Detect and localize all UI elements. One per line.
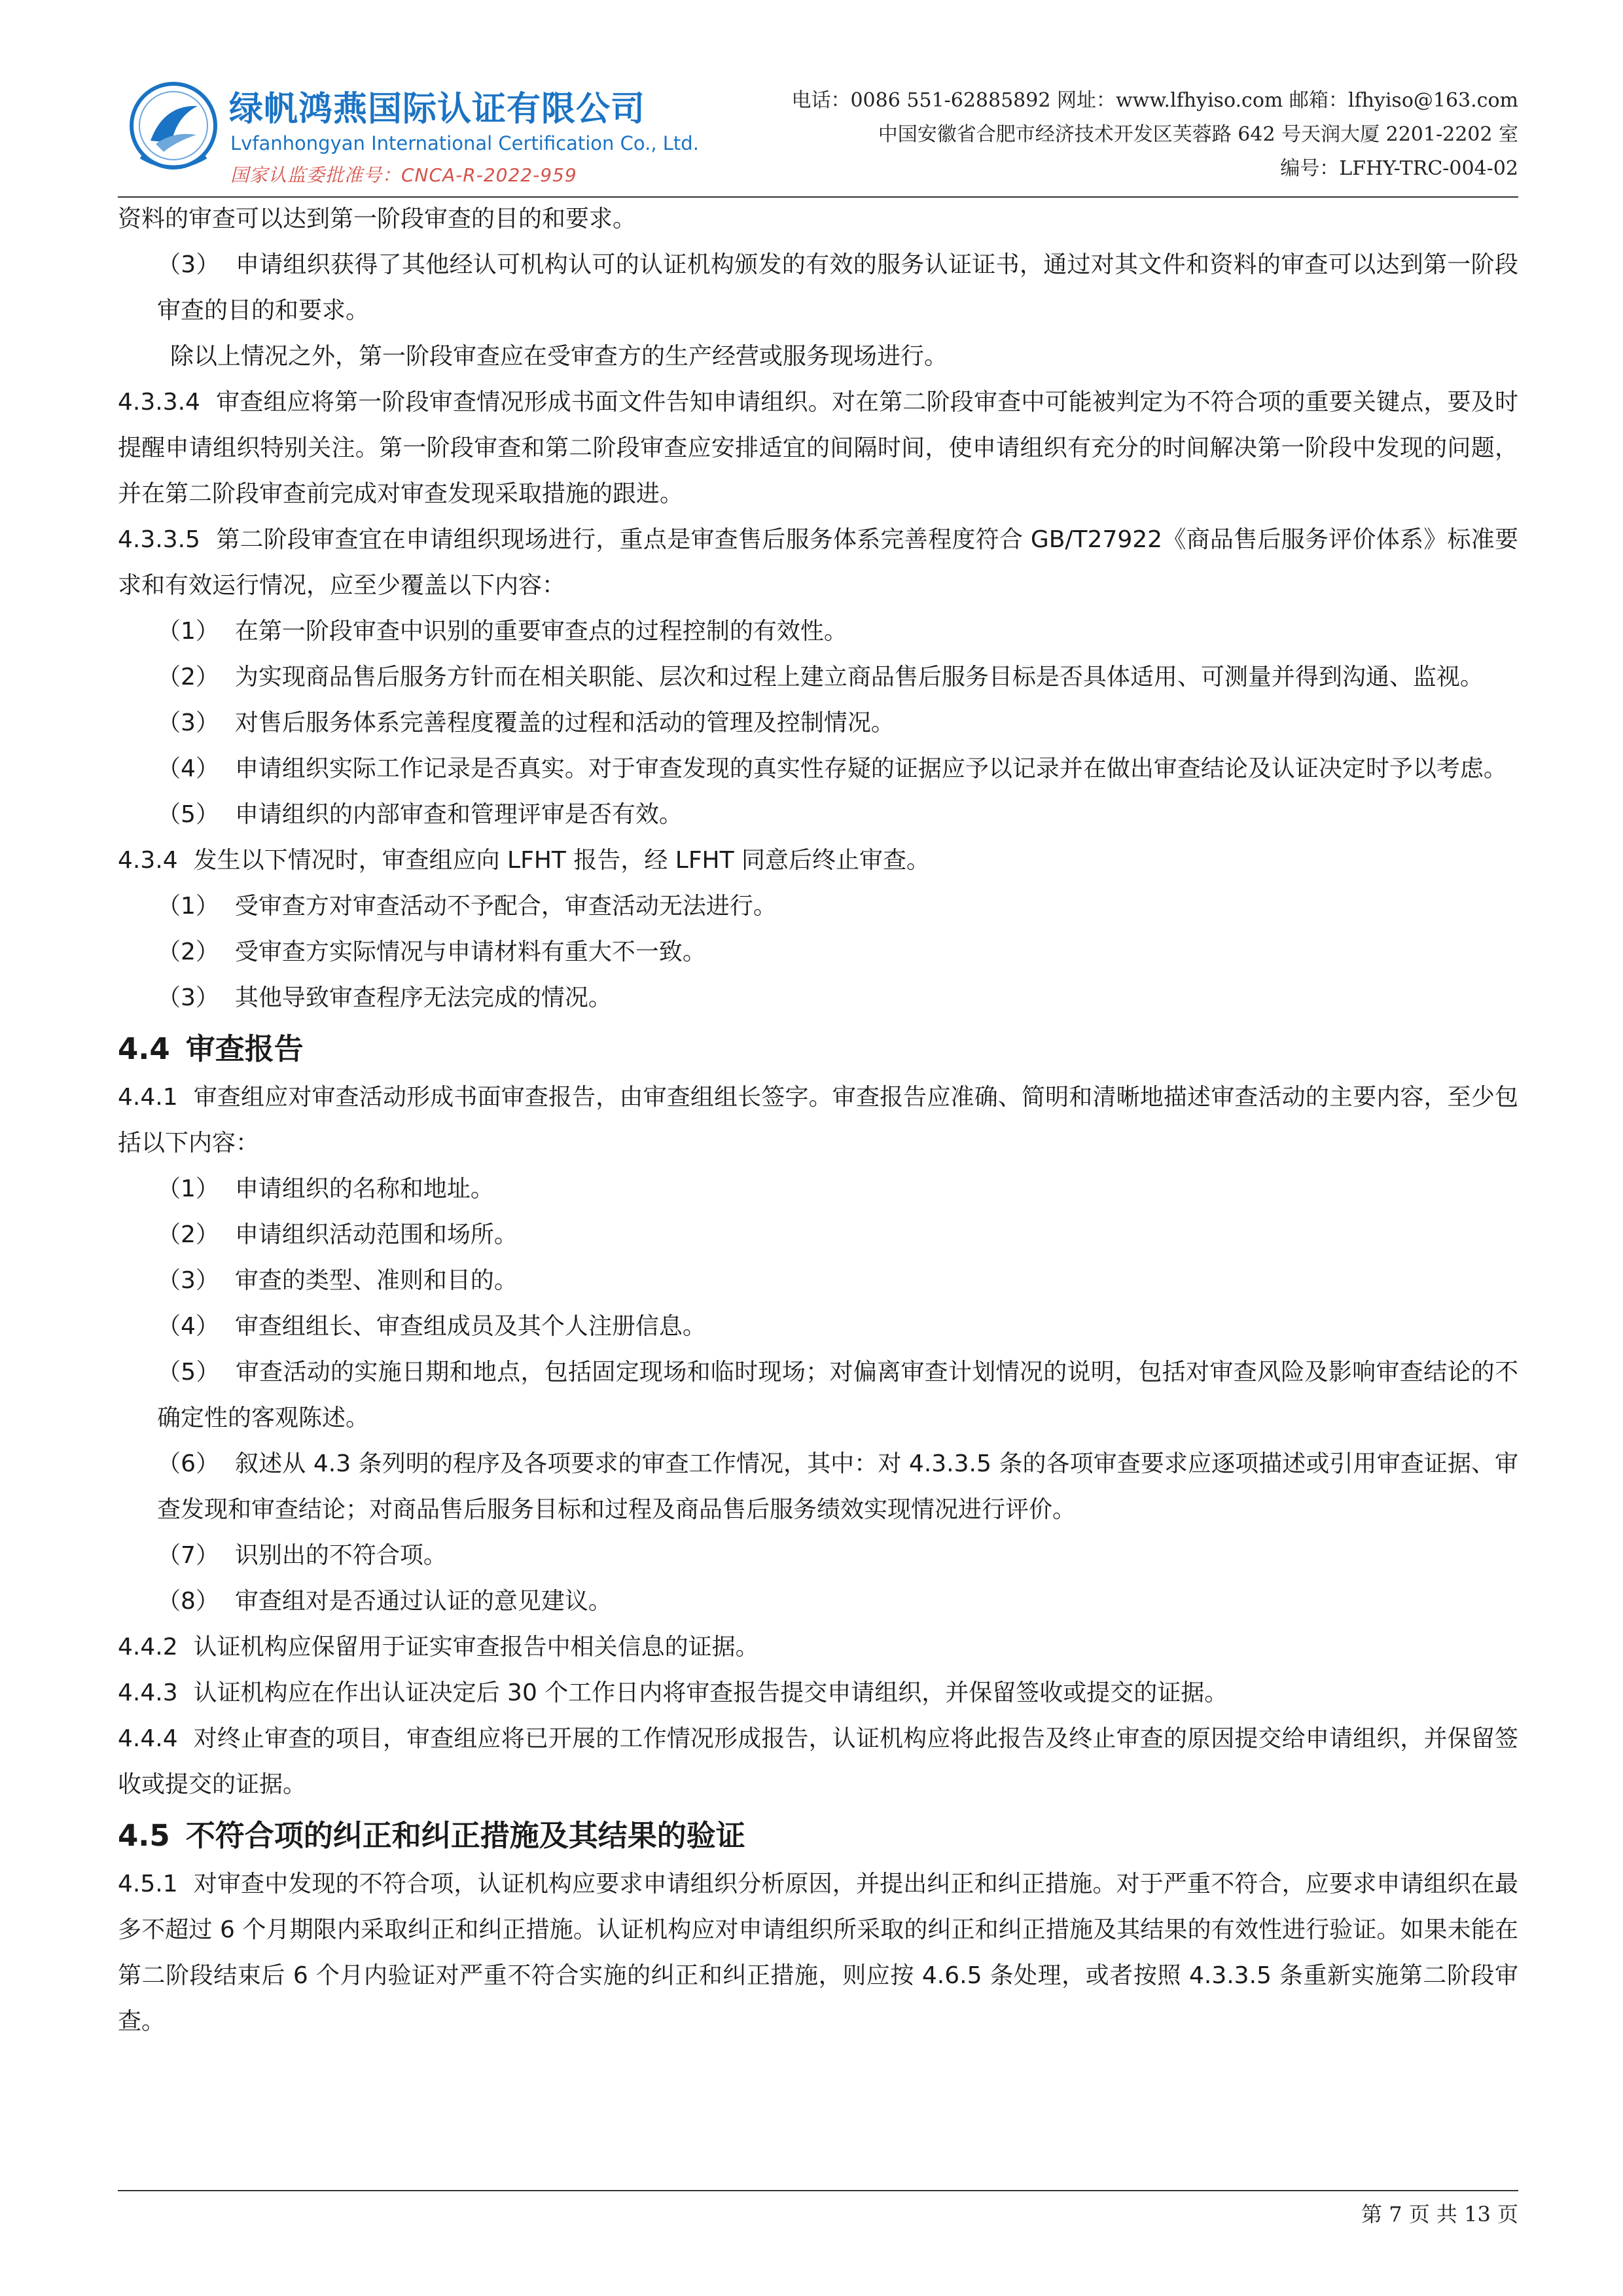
clause-4-5-1: 4.5.1 对审查中发现的不符合项，认证机构应要求申请组织分析原因，并提出纠正和纠正措施。对于严重不符合，应要求申请组织在最多不超过 6 个月期限内采取纠正和纠正措施。认证机构应对申请组织所采取的纠正和纠正措施及其结果的有效性进行验证。如果未能在第二阶段结束后 6 个月内验证对严重不符合实施的纠正和纠正措施，则应按 4.6.5 条处理，或者按照 4.3.3.5 条重新实施第二阶段审查。 <box>118 1871 1518 2035</box>
list-item: （8） 审查组对是否通过认证的意见建议。 <box>157 1588 612 1615</box>
list-item: （1） 申请组织的名称和地址。 <box>157 1175 494 1202</box>
clause-4-3-3-4: 4.3.3.4 审查组应将第一阶段审查情况形成书面文件告知申请组织。对在第二阶段审查中可能被判定为不符合项的重要关键点，要及时提醒申请组织特别关注。第一阶段审查和第二阶段审查应安排适宜的间隔时间，使申请组织有充分的时间解决第一阶段中发现的问题，并在第二阶段审查前完成对审查发现采取措施的跟进。 <box>118 389 1518 507</box>
footer-divider <box>118 2190 1518 2191</box>
list-item: （7） 识别出的不符合项。 <box>157 1542 447 1569</box>
paragraph: 除以上情况之外，第一阶段审查应在受审查方的生产经营或服务现场进行。 <box>170 343 948 370</box>
list-item: （6） 叙述从 4.3 条列明的程序及各项要求的审查工作情况，其中：对 4.3.3.5 条的各项审查要求应逐项描述或引用审查证据、审查发现和审查结论；对商品售后服务目标和过程及商品售后服务绩效实现情况进行评价。 <box>157 1450 1518 1523</box>
list-item: （4） 申请组织实际工作记录是否真实。对于审查发现的真实性存疑的证据应予以记录并在做出审查结论及认证决定时予以考虑。 <box>157 755 1507 782</box>
clause-4-3-4: 4.3.4 发生以下情况时，审查组应向 LFHT 报告，经 LFHT 同意后终止审查。 <box>118 847 931 874</box>
list-item: （5） 审查活动的实施日期和地点，包括固定现场和临时现场；对偏离审查计划情况的说明，包括对审查风险及影响审查结论的不确定性的客观陈述。 <box>157 1359 1518 1431</box>
page-number: 第 7 页 共 13 页 <box>1361 2202 1518 2227</box>
paragraph: 资料的审查可以达到第一阶段审查的目的和要求。 <box>118 206 637 232</box>
list-item: （4） 审查组组长、审查组成员及其个人注册信息。 <box>157 1313 706 1340</box>
company-logo-icon <box>124 79 223 190</box>
clause-4-3-3-5: 4.3.3.5 第二阶段审查宜在申请组织现场进行，重点是审查售后服务体系完善程度符合 GB/T27922《商品售后服务评价体系》标准要求和有效运行情况，应至少覆盖以下内容： <box>118 526 1518 599</box>
list-item: （2） 为实现商品售后服务方针而在相关职能、层次和过程上建立商品售后服务目标是否具体适用、可测量并得到沟通、监视。 <box>157 664 1484 691</box>
section-heading-4-4: 4.4 审查报告 <box>118 1031 304 1066</box>
contact-line: 电话：0086 551-62885892 网址：www.lfhyiso.com 邮箱：lfhyiso@163.com <box>791 89 1518 112</box>
clause-4-4-3: 4.4.3 认证机构应在作出认证决定后 30 个工作日内将审查报告提交申请组织，并保留签收或提交的证据。 <box>118 1679 1228 1706</box>
document-number: 编号：LFHY-TRC-004-02 <box>1280 157 1518 180</box>
list-item: （3） 审查的类型、准则和目的。 <box>157 1267 518 1294</box>
clause-4-4-2: 4.4.2 认证机构应保留用于证实审查报告中相关信息的证据。 <box>118 1634 759 1660</box>
list-item: （3） 对售后服务体系完善程度覆盖的过程和活动的管理及控制情况。 <box>157 709 895 736</box>
list-item: （1） 在第一阶段审查中识别的重要审查点的过程控制的有效性。 <box>157 618 847 645</box>
address-line: 中国安徽省合肥市经济技术开发区芙蓉路 642 号天润大厦 2201-2202 室 <box>878 123 1518 146</box>
page-header <box>118 79 1518 196</box>
list-item: （3） 申请组织获得了其他经认可机构认可的认证机构颁发的有效的服务认证证书，通过对其文件和资料的审查可以达到第一阶段审查的目的和要求。 <box>157 251 1518 324</box>
section-heading-4-5: 4.5 不符合项的纠正和纠正措施及其结果的验证 <box>118 1818 745 1853</box>
document-body <box>118 196 1518 2045</box>
list-item: （2） 受审查方实际情况与申请材料有重大不一致。 <box>157 939 706 965</box>
company-name-cn: 绿帆鸿燕国际认证有限公司 <box>229 90 646 129</box>
list-item: （2） 申请组织活动范围和场所。 <box>157 1221 518 1248</box>
clause-4-4-4: 4.4.4 对终止审查的项目，审查组应将已开展的工作情况形成报告，认证机构应将此报告及终止审查的原因提交给申请组织，并保留签收或提交的证据。 <box>118 1725 1518 1798</box>
list-item: （5） 申请组织的内部审查和管理评审是否有效。 <box>157 801 683 828</box>
list-item: （1） 受审查方对审查活动不予配合，审查活动无法进行。 <box>157 893 777 920</box>
company-name-en: Lvfanhongyan International Certification Co., Ltd. <box>230 132 699 154</box>
approval-number: 国家认监委批准号：CNCA-R-2022-959 <box>230 164 577 186</box>
list-item: （3） 其他导致审查程序无法完成的情况。 <box>157 984 612 1011</box>
header-contact-block <box>791 84 1518 186</box>
clause-4-4-1: 4.4.1 审查组应对审查活动形成书面审查报告，由审查组组长签字。审查报告应准确、简明和清晰地描述审查活动的主要内容，至少包括以下内容： <box>118 1084 1518 1157</box>
